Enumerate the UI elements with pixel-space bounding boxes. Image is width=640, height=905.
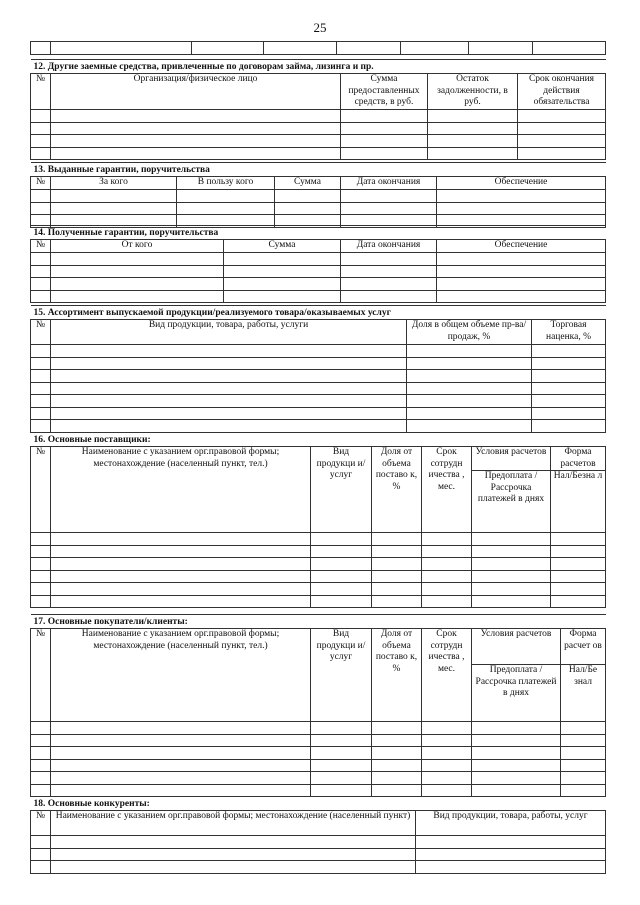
col-number: № xyxy=(31,177,51,190)
col-number: № xyxy=(31,320,51,345)
col-number: № xyxy=(31,240,51,253)
col-prepayment: Предоплата / Рассрочка платежей в днях xyxy=(472,665,561,722)
col-debt-balance: Остаток задолженности, в руб. xyxy=(428,74,518,110)
col-number: № xyxy=(31,447,51,533)
table-row xyxy=(31,722,606,735)
table-row xyxy=(31,290,606,303)
table-row xyxy=(31,558,606,571)
table-row xyxy=(31,278,606,291)
col-product-type: Вид продукции, товара, работы, услуг xyxy=(416,811,606,836)
table-row xyxy=(31,122,606,135)
customers-table xyxy=(30,614,606,797)
table-row xyxy=(31,265,606,278)
table-row xyxy=(31,345,606,358)
col-end-date: Срок окончания действия обязательства xyxy=(518,74,606,110)
col-cash-noncash: Нал/Безна л xyxy=(551,471,606,533)
col-end-date: Дата окончания xyxy=(341,177,437,190)
col-payment-terms: Условия расчетов xyxy=(472,629,561,665)
col-collateral: Обеспечение xyxy=(437,177,606,190)
table-row xyxy=(31,772,606,785)
page-number: 25 xyxy=(313,20,327,35)
table-row xyxy=(31,583,606,596)
section-18-title: 18. Основные конкуренты: xyxy=(31,797,606,811)
col-beneficiary: В пользу кого xyxy=(177,177,275,190)
borrowed-funds-table xyxy=(30,59,606,160)
col-prepayment: Предоплата / Рассрочка платежей в днях xyxy=(472,471,551,533)
col-name-location: Наименование с указанием орг.правовой формы; местонахождение (населенный пункт, тел.) xyxy=(51,447,311,533)
col-sum: Сумма xyxy=(275,177,341,190)
col-supply-share: Доля от объема поставо к, % xyxy=(372,447,422,533)
col-share: Доля в общем объеме пр-ва/продаж, % xyxy=(407,320,532,345)
col-name-location: Наименование с указанием орг.правовой формы; местонахождение (населенный пункт, тел.) xyxy=(51,629,311,722)
col-payment-terms: Условия расчетов xyxy=(472,447,551,471)
col-sum: Сумма xyxy=(224,240,341,253)
table-row xyxy=(31,370,606,383)
table-row xyxy=(31,202,606,215)
col-product-type: Вид продукци и/услуг xyxy=(311,447,372,533)
table-row xyxy=(31,747,606,760)
col-number: № xyxy=(31,74,51,110)
section-12-title: 12. Другие заемные средства, привлеченные по договорам займа, лизинга и пр. xyxy=(31,60,606,74)
col-number: № xyxy=(31,811,51,836)
received-guarantees-table xyxy=(30,225,606,303)
col-organization: Организация/физическое лицо xyxy=(51,74,341,110)
table-row xyxy=(31,190,606,203)
issued-guarantees-table xyxy=(30,162,606,228)
table-row xyxy=(31,382,606,395)
table-row xyxy=(31,784,606,797)
table-row xyxy=(31,545,606,558)
product-range-table xyxy=(30,305,606,433)
table-row xyxy=(31,357,606,370)
table-row xyxy=(31,861,606,874)
table-row xyxy=(31,570,606,583)
section-16-title: 16. Основные поставщики: xyxy=(31,433,606,447)
col-for-whom: За кого xyxy=(51,177,177,190)
col-cash-noncash: Нал/Бе знал xyxy=(561,665,606,722)
competitors-table xyxy=(30,796,606,874)
col-cooperation-term: Срок сотрудн ичества , мес. xyxy=(422,447,472,533)
table-row xyxy=(31,420,606,433)
col-cooperation-term: Срок сотрудн ичества , мес. xyxy=(422,629,472,722)
table-row xyxy=(31,836,606,849)
table-row xyxy=(31,395,606,408)
table-row xyxy=(31,407,606,420)
table-row xyxy=(31,147,606,160)
section-17-title: 17. Основные покупатели/клиенты: xyxy=(31,615,606,629)
table-row xyxy=(31,110,606,123)
table-row xyxy=(31,253,606,266)
col-payment-form: Форма расчетов xyxy=(551,447,606,471)
col-payment-form: Форма расчет ов xyxy=(561,629,606,665)
suppliers-table xyxy=(30,432,606,608)
col-product-type: Вид продукции, товара, работы, услуги xyxy=(51,320,407,345)
table-row xyxy=(31,848,606,861)
table-row xyxy=(31,135,606,148)
col-end-date: Дата окончания xyxy=(341,240,437,253)
table-row xyxy=(31,734,606,747)
section-13-title: 13. Выданные гарантии, поручительства xyxy=(31,163,606,177)
col-number: № xyxy=(31,629,51,722)
col-name-location: Наименование с указанием орг.правовой формы; местонахождение (населенный пункт) xyxy=(51,811,416,836)
col-from-whom: От кого xyxy=(51,240,224,253)
col-markup: Торговая наценка, % xyxy=(532,320,606,345)
table-row xyxy=(31,533,606,546)
table-row xyxy=(31,595,606,608)
col-collateral: Обеспечение xyxy=(437,240,606,253)
col-product-type: Вид продукци и/услуг xyxy=(311,629,372,722)
col-amount: Сумма предоставленных средств, в руб. xyxy=(341,74,428,110)
section-15-title: 15. Ассортимент выпускаемой продукции/реализуемого товара/оказываемых услуг xyxy=(31,306,606,320)
section-14-title: 14. Полученные гарантии, поручительства xyxy=(31,226,606,240)
table-row xyxy=(31,759,606,772)
carryover-table xyxy=(30,41,606,55)
col-supply-share: Доля от объема поставо к, % xyxy=(372,629,422,722)
